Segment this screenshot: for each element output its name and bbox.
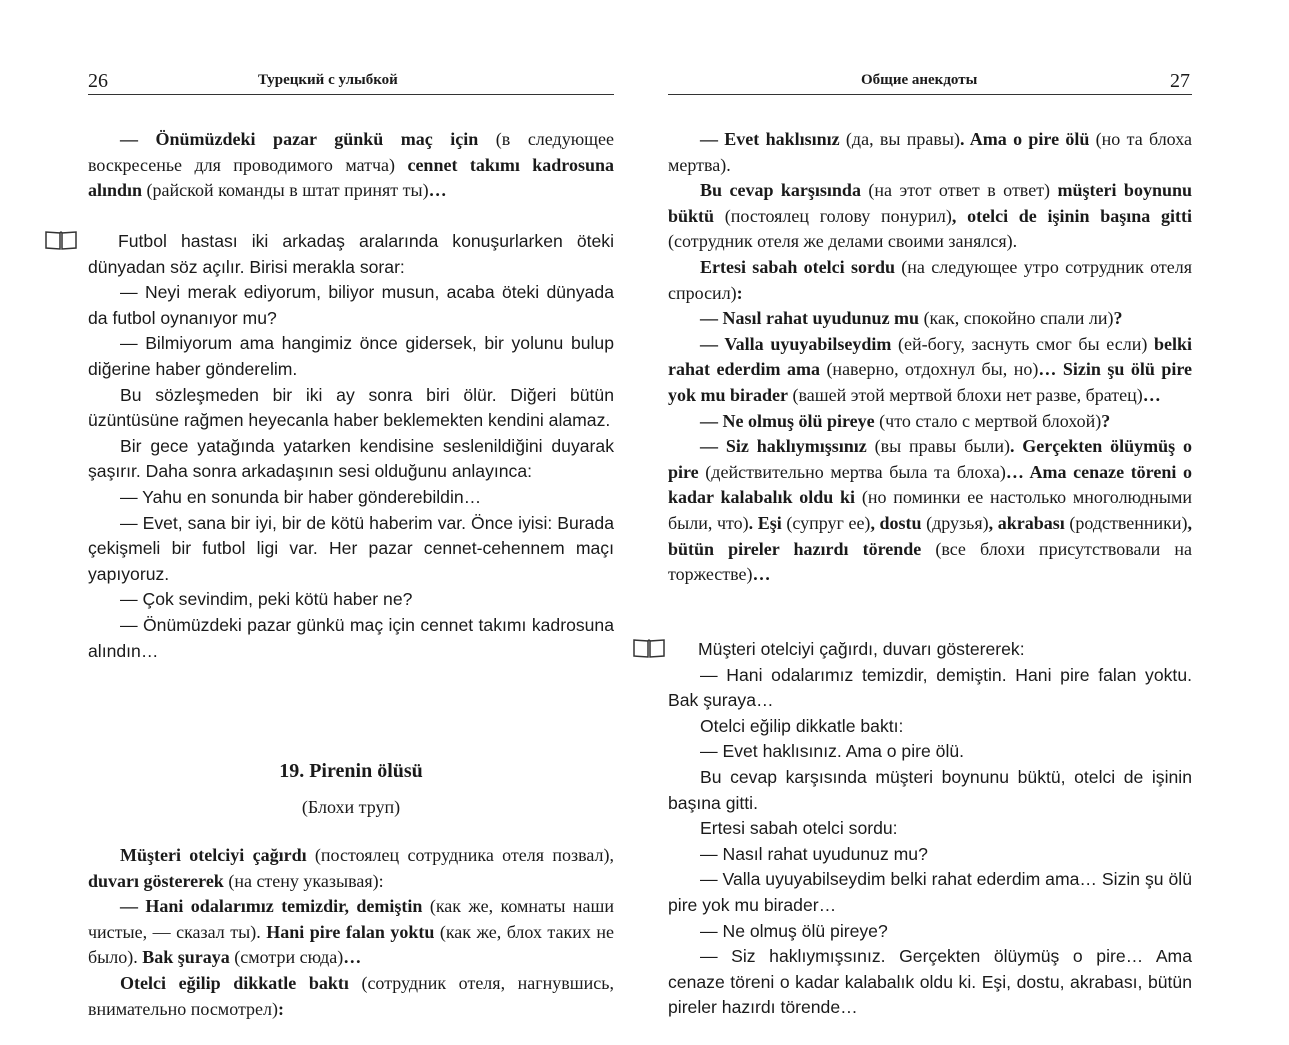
- open-book-icon: [44, 229, 78, 251]
- paragraph: — Valla uyuyabilseydim belki rahat ederdim ama… Sizin şu ölü pire yok mu birader…: [668, 869, 1192, 915]
- left-page: [88, 0, 614, 1045]
- paragraph: — Evet haklısınız (да, вы правы). Ama o pire ölü (но та блоха мертва).: [668, 129, 1192, 175]
- paragraph: Ertesi sabah otelci sordu:: [700, 818, 898, 839]
- paragraph: Bir gece yatağında yatarken kendisine seslenildiğini duyarak şaşırır. Daha sonra arkadaşının sesi olduğunu anlayınca:: [88, 435, 614, 482]
- page-number: 27: [1170, 70, 1190, 92]
- paragraph: Bu sözleşmeden bir iki ay sonra biri ölür. Diğeri bütün üzüntüsüne rağmen heyecanla haber beklemekten kendini alamaz.: [88, 384, 614, 431]
- paragraph: — Siz haklıymışsınız. Gerçekten ölüymüş o pire… Ama cenaze töreni o kadar kalabalık oldu ki. Eşi, dostu, akrabası, bütün pireler hazırdı törende…: [668, 946, 1192, 1018]
- running-title: Общие анекдоты: [861, 72, 978, 88]
- top-fragment: [88, 127, 614, 204]
- paragraph: Futbol hastası iki arkadaş aralarında konuşurlarken öteki dünyadan söz açılır. Birisi merakla sorar:: [88, 231, 614, 277]
- story-19-plain: [668, 637, 1192, 1021]
- paragraph: — Önümüzdeki pazar günkü maç için (в следующее воскресенье для проводимого матча) cennet takımı kadrosuna alındın (райской команды в штат принят ты)…: [88, 129, 614, 201]
- right-page: [668, 0, 1192, 1045]
- paragraph: — Çok sevindim, peki kötü haber ne?: [120, 589, 413, 610]
- section-subtitle: (Блохи труп): [301, 797, 401, 817]
- story-18: [88, 229, 614, 664]
- paragraph: Müşteri otelciyi çağırdı (постоялец сотрудника отеля позвал), duvarı göstererek (на стену указывая):: [88, 845, 614, 891]
- page-number: 26: [88, 70, 108, 92]
- paragraph: Bu cevap karşısında (на этот ответ в ответ) müşteri boynunu büktü (постоялец голову понурил), otelci de işinin başına gitti (сотрудник отеля же делами своими занялся).: [668, 180, 1192, 252]
- running-title: Турецкий с улыбкой: [258, 72, 398, 88]
- paragraph: — Nasıl rahat uyudunuz mu?: [700, 843, 928, 864]
- paragraph: — Hani odalarımız temizdir, demiştin (как же, комнаты наши чистые, — сказал ты). Hani pire falan yoktu (как же, блох таких не было). Bak şuraya (смотри сюда)…: [88, 896, 615, 968]
- paragraph: — Valla uyuyabilseydim (ей-богу, заснуть смог бы если) belki rahat ederdim ama (наверно, отдохнул бы, но)… Sizin şu ölü pire yok mu birader (вашей этой мертвой блохи нет разве, братец)…: [668, 333, 1193, 405]
- paragraph: — Önümüzdeki pazar günkü maç için cennet takımı kadrosuna alındın…: [88, 614, 614, 661]
- section-heading-block: [88, 760, 614, 783]
- paragraph: — Yahu en sonunda bir haber gönderebildin…: [120, 486, 482, 507]
- paragraph: — Ne olmuş ölü pireye?: [700, 920, 888, 941]
- paragraph: — Neyi merak ediyorum, biliyor musun, acaba öteki dünyada da futbol oynanıyor mu?: [88, 282, 614, 328]
- paragraph: Müşteri otelciyi çağırdı, duvarı göstererek:: [698, 639, 1025, 659]
- paragraph: Otelci eğilip dikkatle baktı:: [700, 715, 904, 736]
- paragraph: — Evet, sana bir iyi, bir de kötü haberim var. Önce iyisi: Burada çekişmeli bir futbol ligi var. Her pazar cennet-cehennem maçı yapıyoruz.: [88, 512, 614, 584]
- right-page-header: [668, 68, 1192, 95]
- section-subtitle-block: [88, 797, 614, 818]
- paragraph: — Hani odalarımız temizdir, demiştin. Hani pire falan yoktu. Bak şuraya…: [668, 664, 1192, 711]
- paragraph: Bu cevap karşısında müşteri boynunu büktü, otelci de işinin başına gitti.: [668, 766, 1192, 813]
- section-title: 19. Pirenin ölüsü: [279, 760, 423, 782]
- paragraph: — Siz haklıymışsınız (вы правы были). Gerçekten ölüymüş o pire (действительно мертва была та блоха)… Ama cenaze töreni o kadar kalabalık oldu ki (но поминки ее настолько многолюдными были, что). Eşi (супруг ее), dostu (друзья), akrabası (родственники), bütün pireler hazırdı törende (все блохи присутствовали на торжестве)…: [668, 436, 1192, 585]
- paragraph: Otelci eğilip dikkatle baktı (сотрудник отеля, нагнувшись, внимательно посмотрел):: [88, 972, 615, 1019]
- open-book-icon: [632, 637, 666, 659]
- story-19-annotated-left: [88, 843, 614, 1022]
- paragraph: — Bilmiyorum ama hangimiz önce gidersek, bir yolunu bulup diğerine haber gönderelim.: [88, 333, 614, 379]
- paragraph: — Nasıl rahat uyudunuz mu (как, спокойно спали ли)?: [700, 308, 1123, 329]
- paragraph: — Ne olmuş ölü pireye (что стало с мертвой блохой)?: [700, 410, 1111, 431]
- paragraph: Ertesi sabah otelci sordu (на следующее утро сотрудник отеля спросил):: [668, 256, 1192, 303]
- story-19-annotated-right: [668, 127, 1192, 588]
- left-page-header: [88, 68, 614, 95]
- paragraph: — Evet haklısınız. Ama o pire ölü.: [700, 741, 965, 762]
